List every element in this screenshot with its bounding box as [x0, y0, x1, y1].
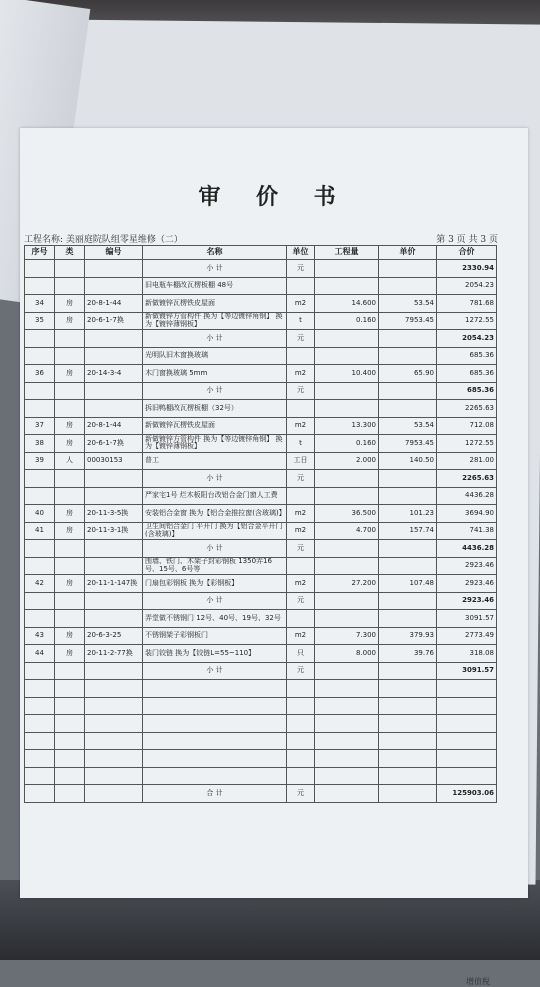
cell-total: 4436.28: [437, 540, 497, 558]
cell-unit: t: [287, 312, 315, 330]
cell-code: [85, 347, 143, 365]
cell-quantity: [315, 732, 379, 750]
cell-code: 20-8-1-44: [85, 417, 143, 435]
cell-category: [55, 557, 85, 575]
table-row: [25, 277, 497, 295]
cell-quantity: 13.300: [315, 417, 379, 435]
cell-category: 房: [55, 522, 85, 540]
table-row: [25, 260, 497, 278]
cell-unit: [287, 557, 315, 575]
cell-index: [25, 470, 55, 488]
cell-unit-price: [379, 715, 437, 733]
col-header-total: 合价: [437, 246, 497, 260]
cell-category: 房: [55, 312, 85, 330]
page-indicator: 第 3 页 共 3 页: [436, 235, 498, 245]
cell-category: 房: [55, 627, 85, 645]
cell-quantity: [315, 750, 379, 768]
table-row: [25, 487, 497, 505]
cell-name: 小 计: [143, 260, 287, 278]
cell-unit: m2: [287, 575, 315, 593]
cell-index: [25, 662, 55, 680]
cell-unit: 元: [287, 540, 315, 558]
cell-category: [55, 487, 85, 505]
cell-total: 685.36: [437, 347, 497, 365]
cell-category: 房: [55, 505, 85, 523]
cell-code: 20-11-2-77换: [85, 645, 143, 663]
cell-index: [25, 277, 55, 295]
cell-index: [25, 487, 55, 505]
cell-quantity: [315, 382, 379, 400]
cell-name: 新做镀锌瓦楞铁皮屋面: [143, 295, 287, 313]
table-row: [25, 365, 497, 383]
cell-code: 20-11-1-147换: [85, 575, 143, 593]
cell-name: 围墙、铁门、木架子封彩钢板 1350弄16号、15号、6号等: [143, 557, 287, 575]
cell-unit: [287, 697, 315, 715]
cell-total: 2923.46: [437, 575, 497, 593]
cell-category: 人: [55, 452, 85, 470]
cell-index: 38: [25, 435, 55, 453]
cell-unit-price: [379, 347, 437, 365]
table-row: [25, 330, 497, 348]
cell-unit-price: 7953.45: [379, 312, 437, 330]
cell-unit-price: 39.76: [379, 645, 437, 663]
cell-total: 318.08: [437, 645, 497, 663]
cell-category: [55, 347, 85, 365]
table-row: [25, 382, 497, 400]
cell-name: 旧电瓶车棚改瓦楞板棚 48号: [143, 277, 287, 295]
cell-unit: 元: [287, 382, 315, 400]
cell-name: 严家宅1号 烂木板阳台改铝合金门窗人工费: [143, 487, 287, 505]
cell-total: 4436.28: [437, 487, 497, 505]
cell-code: [85, 697, 143, 715]
table-row: [25, 680, 497, 698]
cell-quantity: [315, 610, 379, 628]
cell-total: 2054.23: [437, 277, 497, 295]
cell-category: [55, 400, 85, 418]
cell-name: 新做镀锌瓦楞铁皮屋面: [143, 417, 287, 435]
cell-name: 门扇包彩钢板 换为【彩钢板】: [143, 575, 287, 593]
cell-quantity: 4.700: [315, 522, 379, 540]
cell-code: [85, 750, 143, 768]
cell-quantity: 2.000: [315, 452, 379, 470]
cell-unit-price: [379, 592, 437, 610]
col-header-quantity: 工程量: [315, 246, 379, 260]
project-name: 工程名称: 美丽庭院队组零星维修（二）: [24, 235, 183, 245]
cell-index: 40: [25, 505, 55, 523]
cell-unit: 元: [287, 260, 315, 278]
cell-name: 弄堂做不锈钢门 12号、40号、19号、32号: [143, 610, 287, 628]
cell-code: 20-6-1-7换: [85, 435, 143, 453]
cell-index: 36: [25, 365, 55, 383]
cell-unit-price: 53.54: [379, 295, 437, 313]
cell-quantity: [315, 697, 379, 715]
cell-code: 20-11-3-1换: [85, 522, 143, 540]
col-header-unit-price: 单价: [379, 246, 437, 260]
table-row: [25, 312, 497, 330]
cell-category: [55, 592, 85, 610]
cell-quantity: 14.600: [315, 295, 379, 313]
cell-unit-price: [379, 750, 437, 768]
cell-total: [437, 732, 497, 750]
cell-index: [25, 785, 55, 803]
table-body: [25, 260, 497, 803]
cell-unit-price: [379, 680, 437, 698]
cell-total: 2054.23: [437, 330, 497, 348]
cell-category: [55, 260, 85, 278]
table-row: [25, 715, 497, 733]
cell-index: 42: [25, 575, 55, 593]
col-header-category: 类: [55, 246, 85, 260]
cell-total: 2923.46: [437, 557, 497, 575]
cell-index: [25, 400, 55, 418]
cell-unit-price: 140.50: [379, 452, 437, 470]
cell-index: 37: [25, 417, 55, 435]
document-meta: [24, 232, 498, 245]
cell-unit-price: [379, 330, 437, 348]
cell-name: 小 计: [143, 382, 287, 400]
cell-index: 35: [25, 312, 55, 330]
cell-unit: m2: [287, 365, 315, 383]
cell-quantity: [315, 277, 379, 295]
cell-name: 卫生间铝合金门 平开门 换为【铝合金平开门(含玻璃)】: [143, 522, 287, 540]
cell-total: [437, 680, 497, 698]
cell-total: 281.00: [437, 452, 497, 470]
cell-name: 木门窗换玻璃 5mm: [143, 365, 287, 383]
cell-name: 新做镀锌方管构件 换为【等边镀锌角钢】 换为【镀锌薄钢板】: [143, 312, 287, 330]
cell-unit: t: [287, 435, 315, 453]
cell-quantity: [315, 470, 379, 488]
cell-index: [25, 697, 55, 715]
cell-name: 不锈钢架子彩钢板门: [143, 627, 287, 645]
cell-code: [85, 592, 143, 610]
cell-unit-price: [379, 767, 437, 785]
table-row: [25, 592, 497, 610]
cell-index: 41: [25, 522, 55, 540]
cell-name: 小 计: [143, 540, 287, 558]
cell-code: [85, 715, 143, 733]
cell-total: 2923.46: [437, 592, 497, 610]
cell-code: [85, 277, 143, 295]
cell-index: [25, 382, 55, 400]
col-header-index: 序号: [25, 246, 55, 260]
table-row: [25, 732, 497, 750]
cell-total: [437, 750, 497, 768]
cell-quantity: [315, 487, 379, 505]
cell-index: [25, 680, 55, 698]
cell-category: [55, 732, 85, 750]
table-row: [25, 785, 497, 803]
cell-quantity: [315, 680, 379, 698]
cell-quantity: [315, 785, 379, 803]
cell-index: [25, 260, 55, 278]
cell-unit-price: [379, 557, 437, 575]
cell-category: [55, 610, 85, 628]
cell-quantity: [315, 592, 379, 610]
cell-unit: [287, 732, 315, 750]
cell-code: 20-11-3-5换: [85, 505, 143, 523]
cell-code: [85, 732, 143, 750]
table-row: [25, 417, 497, 435]
cell-quantity: [315, 767, 379, 785]
cell-index: [25, 767, 55, 785]
cell-unit: [287, 400, 315, 418]
cell-quantity: [315, 330, 379, 348]
cell-quantity: [315, 400, 379, 418]
cell-index: [25, 540, 55, 558]
cell-unit-price: 101.23: [379, 505, 437, 523]
document-title: 审 价 书: [198, 184, 350, 210]
table-row: [25, 505, 497, 523]
cell-total: 2265.63: [437, 470, 497, 488]
cell-total: 3694.90: [437, 505, 497, 523]
table-row: [25, 470, 497, 488]
cell-name: [143, 715, 287, 733]
cell-total: 3091.57: [437, 610, 497, 628]
cell-category: [55, 662, 85, 680]
cell-unit: [287, 487, 315, 505]
cell-code: [85, 767, 143, 785]
table-row: [25, 557, 497, 575]
table-row: [25, 697, 497, 715]
cell-total: 685.36: [437, 382, 497, 400]
cell-name: 光明队旧木窗换玻璃: [143, 347, 287, 365]
cell-quantity: 27.200: [315, 575, 379, 593]
cell-name: 小 计: [143, 470, 287, 488]
cell-unit: m2: [287, 505, 315, 523]
cell-name: 拆旧鸭棚改瓦楞板棚（32号）: [143, 400, 287, 418]
cell-code: [85, 487, 143, 505]
cell-unit: 元: [287, 330, 315, 348]
cell-unit-price: [379, 540, 437, 558]
cell-name: [143, 697, 287, 715]
cell-total: 3091.57: [437, 662, 497, 680]
cell-category: [55, 680, 85, 698]
cell-index: 43: [25, 627, 55, 645]
cell-unit-price: [379, 400, 437, 418]
cell-quantity: 0.160: [315, 435, 379, 453]
col-header-code: 编号: [85, 246, 143, 260]
cell-category: [55, 767, 85, 785]
cell-total: 125903.06: [437, 785, 497, 803]
cell-index: [25, 715, 55, 733]
cell-total: 1272.55: [437, 435, 497, 453]
table-row: [25, 767, 497, 785]
cell-unit-price: [379, 610, 437, 628]
cell-quantity: 36.500: [315, 505, 379, 523]
cell-quantity: [315, 557, 379, 575]
cell-unit-price: 107.48: [379, 575, 437, 593]
table-row: [25, 522, 497, 540]
cell-name: [143, 767, 287, 785]
table-row: [25, 645, 497, 663]
cell-unit: m2: [287, 522, 315, 540]
cell-category: [55, 750, 85, 768]
cell-name: [143, 750, 287, 768]
cell-code: [85, 662, 143, 680]
cell-unit-price: [379, 732, 437, 750]
table-row: [25, 540, 497, 558]
cell-code: [85, 557, 143, 575]
cell-unit: 元: [287, 470, 315, 488]
cell-name: 新做镀锌方管构件 换为【等边镀锌角钢】 换为【镀锌薄钢板】: [143, 435, 287, 453]
cell-quantity: 0.160: [315, 312, 379, 330]
cell-code: [85, 382, 143, 400]
cell-code: 20-14-3-4: [85, 365, 143, 383]
cell-total: 2773.49: [437, 627, 497, 645]
table-row: [25, 610, 497, 628]
cell-code: [85, 785, 143, 803]
cell-category: 房: [55, 295, 85, 313]
cell-unit: [287, 610, 315, 628]
cell-name: 小 计: [143, 592, 287, 610]
cell-category: [55, 715, 85, 733]
cell-category: [55, 697, 85, 715]
footer-note: 增值税: [466, 977, 490, 986]
cell-code: [85, 470, 143, 488]
cell-unit-price: [379, 277, 437, 295]
cell-code: [85, 330, 143, 348]
cell-total: 741.38: [437, 522, 497, 540]
cell-unit-price: [379, 662, 437, 680]
cell-code: [85, 400, 143, 418]
cell-category: 房: [55, 435, 85, 453]
cell-index: 34: [25, 295, 55, 313]
cell-total: [437, 697, 497, 715]
cell-index: [25, 330, 55, 348]
cell-code: 20-6-1-7换: [85, 312, 143, 330]
table-row: [25, 295, 497, 313]
cell-unit-price: [379, 382, 437, 400]
cell-index: [25, 557, 55, 575]
cell-name: 装门铰链 换为【铰链L=55~110】: [143, 645, 287, 663]
cell-code: [85, 540, 143, 558]
cell-code: 20-6-3-25: [85, 627, 143, 645]
cell-unit-price: 379.93: [379, 627, 437, 645]
cell-category: [55, 277, 85, 295]
cell-unit: 元: [287, 662, 315, 680]
cell-quantity: 7.300: [315, 627, 379, 645]
cell-name: [143, 732, 287, 750]
table-row: [25, 400, 497, 418]
table-row: [25, 662, 497, 680]
cell-category: [55, 785, 85, 803]
cell-category: 房: [55, 365, 85, 383]
cell-total: [437, 715, 497, 733]
cell-category: [55, 330, 85, 348]
cell-total: 2265.63: [437, 400, 497, 418]
cell-index: 44: [25, 645, 55, 663]
cell-quantity: [315, 715, 379, 733]
cell-unit: [287, 750, 315, 768]
cell-unit: [287, 277, 315, 295]
cell-name: 合 计: [143, 785, 287, 803]
cell-unit: m2: [287, 627, 315, 645]
cell-code: 00030153: [85, 452, 143, 470]
cell-unit-price: 53.54: [379, 417, 437, 435]
cell-unit: [287, 680, 315, 698]
col-header-unit: 单位: [287, 246, 315, 260]
cell-total: 781.68: [437, 295, 497, 313]
cell-quantity: 10.400: [315, 365, 379, 383]
cell-unit: 工日: [287, 452, 315, 470]
cell-unit: [287, 347, 315, 365]
cell-total: [437, 767, 497, 785]
cell-index: 39: [25, 452, 55, 470]
cell-unit-price: [379, 785, 437, 803]
cell-index: [25, 610, 55, 628]
cell-unit: 只: [287, 645, 315, 663]
cell-quantity: [315, 540, 379, 558]
cell-index: [25, 592, 55, 610]
cell-name: 安装铝合金窗 换为【铝合金推拉窗(含玻璃)】: [143, 505, 287, 523]
cell-quantity: 8.000: [315, 645, 379, 663]
cell-unit-price: [379, 470, 437, 488]
cell-total: 685.36: [437, 365, 497, 383]
cell-unit-price: [379, 697, 437, 715]
cell-category: 房: [55, 575, 85, 593]
col-header-name: 名称: [143, 246, 287, 260]
cell-total: 1272.55: [437, 312, 497, 330]
cell-unit: m2: [287, 417, 315, 435]
table-row: [25, 347, 497, 365]
cell-name: [143, 680, 287, 698]
cell-quantity: [315, 662, 379, 680]
cell-category: 房: [55, 645, 85, 663]
cell-code: 20-8-1-44: [85, 295, 143, 313]
cell-category: [55, 540, 85, 558]
table-row: [25, 435, 497, 453]
cell-name: 小 计: [143, 662, 287, 680]
cell-unit-price: 7953.45: [379, 435, 437, 453]
cell-quantity: [315, 347, 379, 365]
cell-category: [55, 382, 85, 400]
cell-index: [25, 347, 55, 365]
cell-category: 房: [55, 417, 85, 435]
cell-unit: 元: [287, 785, 315, 803]
cell-unit-price: [379, 487, 437, 505]
cell-name: 普工: [143, 452, 287, 470]
pricing-table: [24, 245, 497, 803]
table-row: [25, 575, 497, 593]
cell-total: 2330.94: [437, 260, 497, 278]
cell-index: [25, 732, 55, 750]
cell-category: [55, 470, 85, 488]
cell-unit: m2: [287, 295, 315, 313]
cell-unit: [287, 715, 315, 733]
cell-index: [25, 750, 55, 768]
cell-name: 小 计: [143, 330, 287, 348]
cell-unit-price: 65.90: [379, 365, 437, 383]
table-row: [25, 750, 497, 768]
cell-unit: 元: [287, 592, 315, 610]
table-row: [25, 452, 497, 470]
cell-total: 712.08: [437, 417, 497, 435]
cell-unit-price: 157.74: [379, 522, 437, 540]
cell-code: [85, 610, 143, 628]
cell-unit-price: [379, 260, 437, 278]
cell-code: [85, 260, 143, 278]
cell-quantity: [315, 260, 379, 278]
table-row: [25, 627, 497, 645]
cell-unit: [287, 767, 315, 785]
table-header-row: [25, 246, 497, 260]
cell-code: [85, 680, 143, 698]
audit-document-page: [20, 128, 528, 986]
